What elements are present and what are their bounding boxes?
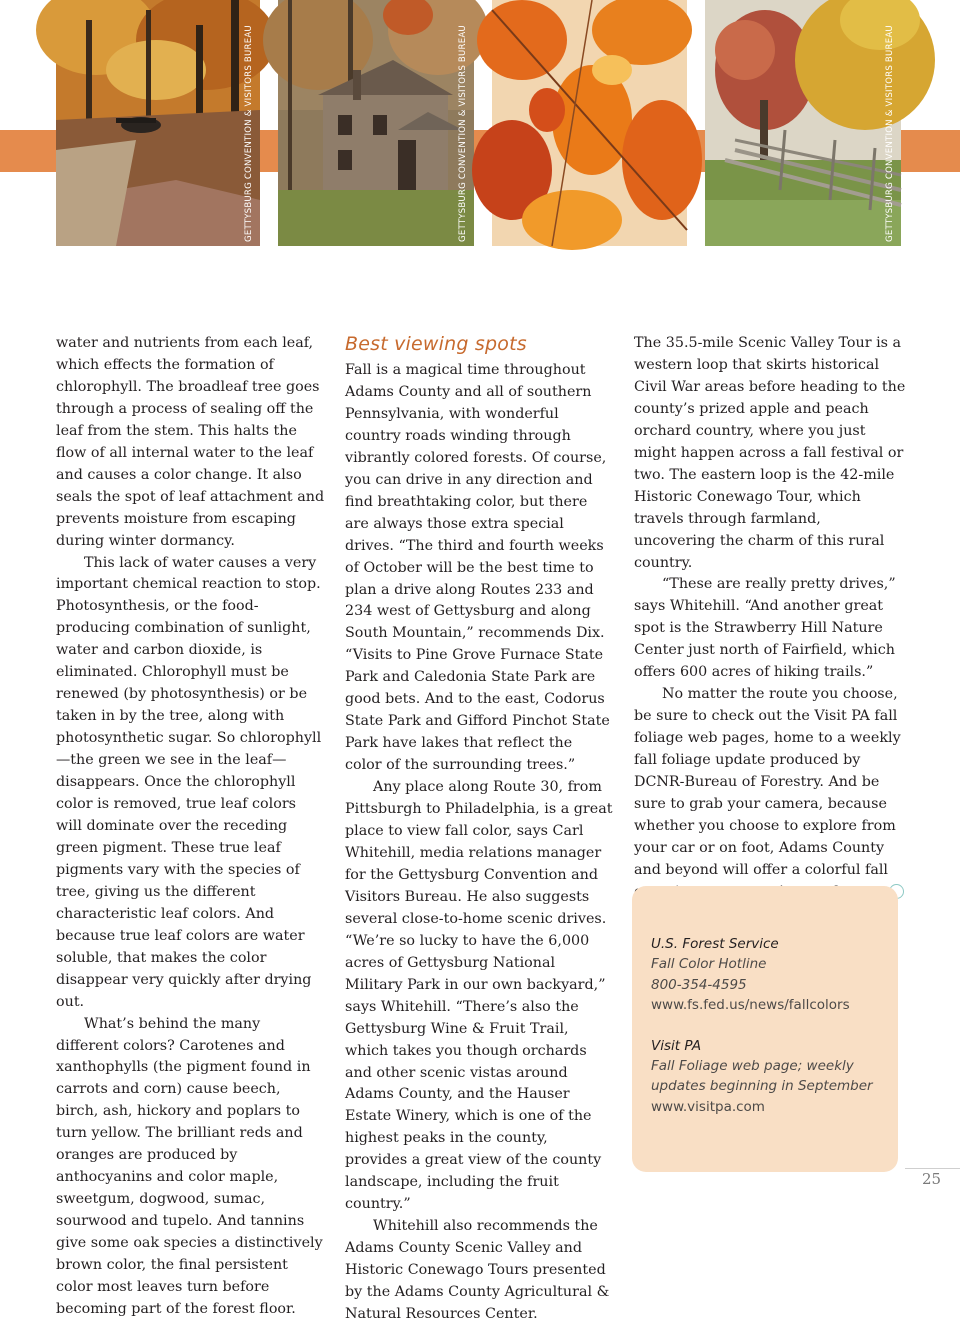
- resource-description: Fall Foliage web page; weekly: [651, 1057, 854, 1074]
- resource-url[interactable]: www.fs.fed.us/news/fallcolors: [651, 997, 850, 1014]
- resource-org: Visit PA: [651, 1037, 702, 1054]
- resource-org: U.S. Forest Service: [651, 936, 779, 952]
- page-number-rule: [905, 1168, 960, 1169]
- photo-stone-house: [278, 0, 474, 246]
- photo-tree-lined-road: [56, 0, 260, 246]
- resource-phone: 800-354-4595: [651, 976, 747, 993]
- paragraph: What’s behind the many different colors? Carotenes and xanthophylls (the pigment found in carrots and corn) cause beech, birch, ash, hickory and poplars to turn yellow. The brilliant reds and oranges are produced by anthocyanins and color maple, sweetgum, dogwood, sumac, sourwood and tupelo. And tannins give some oak species a distinctively brown color, the final persistent color most leaves turn before becoming part of the forest floor.: [56, 1015, 323, 1317]
- page-number: 25: [922, 1170, 942, 1188]
- paragraph: Fall is a magical time throughout Adams County and all of southern Pennsylvania, with wonderful country roads winding through vibrantly colored forests. Of course, you can drive in any direction and find breathtaking color, but there are always those extra special drives. “The third and fourth weeks of October will be the best time to plan a drive along Routes 233 and 234 west of Gettysburg and along South Mountain,” recommends Dix. “Visits to Pine Grove Furnace State Park and Caledonia State Park are good bets. And to the east, Codorus State Park and Gifford Pinchot State Park have lakes that reflect the color of the surrounding trees.”: [345, 362, 610, 774]
- article-column-1: [56, 333, 326, 1321]
- paragraph-with-end-mark: [634, 684, 906, 904]
- photo-credit: GETTYSBURG CONVENTION & VISITORS BUREAU: [885, 25, 895, 242]
- article-column-2: [345, 360, 613, 1326]
- photo-credit: GETTYSBURG CONVENTION & VISITORS BUREAU: [458, 25, 468, 242]
- paragraph: water and nutrients from each leaf, which effects the formation of chlorophyll. The broadleaf tree goes through a process of sealing off the leaf from the stem. This halts the flow of all internal water to the leaf and causes a color change. It also seals the spot of leaf attachment and prevents moisture from escaping during winter dormancy.: [56, 335, 325, 549]
- photo-split-rail-fence: [705, 0, 901, 246]
- photo-maple-leaves: [492, 0, 687, 246]
- paragraph: This lack of water causes a very important chemical reaction to stop. Photosynthesis, or the food-producing combination of sunlight, water and carbon dioxide, is eliminated. Chlorophyll must be renewed (by photosynthesis) or be taken in by the tree, along with photosynthetic sugar. So chlorophyll—the green we see in the leaf—disappears. Once the chlorophyll color is removed, true leaf colors will dominate over the receding green pigment. These true leaf pigments vary with the species of tree, giving us the different characteristic leaf colors. And because true leaf colors are water soluble, that makes the color disappear very quickly after drying out.: [56, 554, 322, 1010]
- section-heading: Best viewing spots: [345, 333, 527, 355]
- paragraph: The 35.5-mile Scenic Valley Tour is a western loop that skirts historical Civil War areas before heading to the county’s prized apple and peach orchard country, where you just might happen across a fall festival or two. The eastern loop is the 42-mile Historic Conewago Tour, which travels through farmland, uncovering the charm of this rural country.: [634, 335, 906, 571]
- photo-credit: GETTYSBURG CONVENTION & VISITORS BUREAU: [244, 25, 254, 242]
- paragraph: “These are really pretty drives,” says Whitehill. “And another great spot is the Strawberry Hill Nature Center just north of Fairfield, which offers 600 acres of hiking trails.”: [634, 576, 896, 681]
- resource-description: updates beginning in September: [651, 1078, 873, 1095]
- paragraph: Whitehill also recommends the Adams County Scenic Valley and Historic Conewago Tours presented by the Adams County Agricultural & Natural Resources Center.: [345, 1218, 610, 1322]
- paragraph: No matter the route you choose, be sure to check out the Visit PA fall foliage web pages, home to a weekly fall foliage update produced by DCNR-Bureau of Forestry. And be sure to grab your camera, because whether you choose to explore from your car or on foot, Adams County and beyond will offer a colorful fall: [634, 686, 901, 878]
- article-column-3: [634, 333, 906, 904]
- resource-sidebar: [632, 886, 898, 1172]
- paragraph: Any place along Route 30, from Pittsburgh to Philadelphia, is a great place to view fall color, says Carl Whitehill, media relations manager for the Gettysburg Convention and Visitors Bureau. He also suggests several close-to-home scenic drives. “We’re so lucky to have the 6,000 acres of Gettysburg National Military Park in our own backyard,” says Whitehill. “There’s also the Gettysburg Wine & Fruit Trail, which takes you though orchards and other scenic vistas around Adams County, and the Hauser Estate Winery, which is one of the highest peaks in the county, provides a great view of the county landscape, including the fruit country.”: [345, 779, 613, 1213]
- resource-url[interactable]: www.visitpa.com: [651, 1098, 765, 1115]
- resource-description: Fall Color Hotline: [651, 956, 767, 972]
